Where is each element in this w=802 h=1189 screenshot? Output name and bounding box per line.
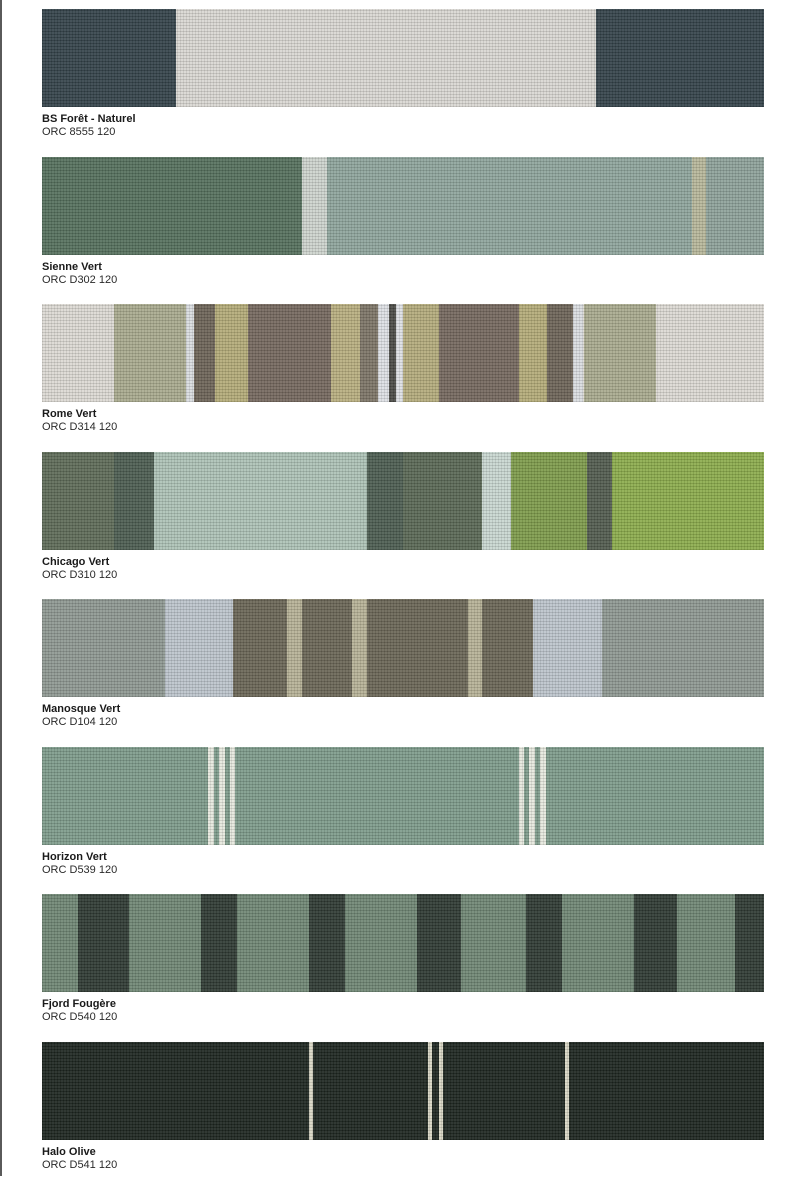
- fabric-code: ORC D302 120: [42, 274, 764, 287]
- fabric-stripe: [42, 747, 208, 845]
- fabric-stripe: [208, 747, 214, 845]
- fabric-name: Manosque Vert: [42, 703, 764, 716]
- fabric-stripe: [219, 747, 225, 845]
- fabric-swatch: [42, 599, 764, 697]
- fabric-stripe: [367, 452, 403, 550]
- fabric-stripe: [482, 599, 533, 697]
- fabric-stripe: [42, 452, 114, 550]
- fabric-stripe: [309, 894, 345, 992]
- fabric-stripe: [612, 452, 764, 550]
- fabric-stripe: [331, 304, 360, 402]
- fabric-stripe: [468, 599, 482, 697]
- fabric-stripe: [519, 304, 548, 402]
- fabric-stripe: [327, 157, 692, 255]
- fabric-entry: [42, 304, 764, 452]
- fabric-catalog: [42, 9, 764, 1189]
- fabric-stripe: [302, 157, 327, 255]
- fabric-swatch: [42, 9, 764, 107]
- fabric-stripe: [42, 157, 302, 255]
- fabric-stripe: [417, 894, 460, 992]
- fabric-stripe: [230, 747, 236, 845]
- fabric-stripe: [403, 452, 482, 550]
- fabric-stripe: [233, 599, 287, 697]
- fabric-entry: [42, 452, 764, 600]
- fabric-stripe: [439, 1042, 443, 1140]
- fabric-entry: [42, 1042, 764, 1189]
- fabric-code: ORC D539 120: [42, 864, 764, 877]
- fabric-stripe: [526, 894, 562, 992]
- fabric-stripe: [573, 304, 584, 402]
- weave-texture: [42, 1042, 764, 1140]
- fabric-stripe: [201, 894, 237, 992]
- fabric-stripe: [482, 452, 511, 550]
- fabric-stripe: [634, 894, 677, 992]
- fabric-swatch: [42, 747, 764, 845]
- fabric-code: ORC 8555 120: [42, 126, 764, 139]
- fabric-stripe: [42, 599, 165, 697]
- fabric-stripe: [389, 304, 396, 402]
- fabric-entry: [42, 9, 764, 157]
- fabric-stripe: [735, 894, 764, 992]
- fabric-stripe: [511, 452, 587, 550]
- fabric-name: Rome Vert: [42, 408, 764, 421]
- fabric-swatch: [42, 157, 764, 255]
- fabric-swatch: [42, 304, 764, 402]
- fabric-entry: [42, 599, 764, 747]
- fabric-stripe: [547, 304, 572, 402]
- fabric-swatch: [42, 894, 764, 992]
- fabric-name: Horizon Vert: [42, 851, 764, 864]
- fabric-stripe: [215, 304, 247, 402]
- fabric-stripe: [42, 9, 176, 107]
- fabric-stripe: [186, 304, 193, 402]
- fabric-stripe: [309, 1042, 313, 1140]
- page-left-border: [0, 0, 2, 1176]
- fabric-code: ORC D541 120: [42, 1159, 764, 1172]
- fabric-stripe: [602, 599, 764, 697]
- fabric-name: Chicago Vert: [42, 556, 764, 569]
- fabric-stripe: [587, 452, 612, 550]
- fabric-name: Halo Olive: [42, 1146, 764, 1159]
- fabric-stripe: [287, 599, 301, 697]
- fabric-entry: [42, 894, 764, 1042]
- fabric-stripe: [706, 157, 764, 255]
- fabric-stripe: [396, 304, 403, 402]
- fabric-stripe: [194, 304, 216, 402]
- fabric-name: Fjord Fougère: [42, 998, 764, 1011]
- fabric-stripe: [403, 304, 439, 402]
- fabric-swatch: [42, 452, 764, 550]
- fabric-stripe: [428, 1042, 432, 1140]
- fabric-stripe: [78, 894, 129, 992]
- fabric-stripe: [176, 9, 596, 107]
- fabric-stripe: [540, 747, 546, 845]
- fabric-stripe: [439, 304, 518, 402]
- fabric-code: ORC D104 120: [42, 716, 764, 729]
- fabric-stripe: [165, 599, 234, 697]
- fabric-stripe: [378, 304, 389, 402]
- fabric-stripe: [114, 452, 154, 550]
- fabric-stripe: [565, 1042, 569, 1140]
- fabric-code: ORC D314 120: [42, 421, 764, 434]
- fabric-stripe: [692, 157, 706, 255]
- fabric-stripe: [533, 599, 602, 697]
- fabric-stripe: [114, 304, 186, 402]
- fabric-stripe: [42, 304, 114, 402]
- fabric-name: BS Forêt - Naturel: [42, 113, 764, 126]
- fabric-stripe: [519, 747, 525, 845]
- fabric-entry: [42, 747, 764, 895]
- fabric-name: Sienne Vert: [42, 261, 764, 274]
- fabric-stripe: [584, 304, 656, 402]
- fabric-stripe: [248, 304, 331, 402]
- fabric-stripe: [529, 747, 535, 845]
- fabric-stripe: [360, 304, 378, 402]
- fabric-stripe: [302, 599, 353, 697]
- fabric-swatch: [42, 1042, 764, 1140]
- fabric-stripe: [154, 452, 367, 550]
- fabric-stripe: [367, 599, 468, 697]
- fabric-stripe: [596, 9, 764, 107]
- fabric-entry: [42, 157, 764, 305]
- fabric-stripe: [656, 304, 764, 402]
- fabric-stripe: [352, 599, 366, 697]
- fabric-code: ORC D540 120: [42, 1011, 764, 1024]
- fabric-code: ORC D310 120: [42, 569, 764, 582]
